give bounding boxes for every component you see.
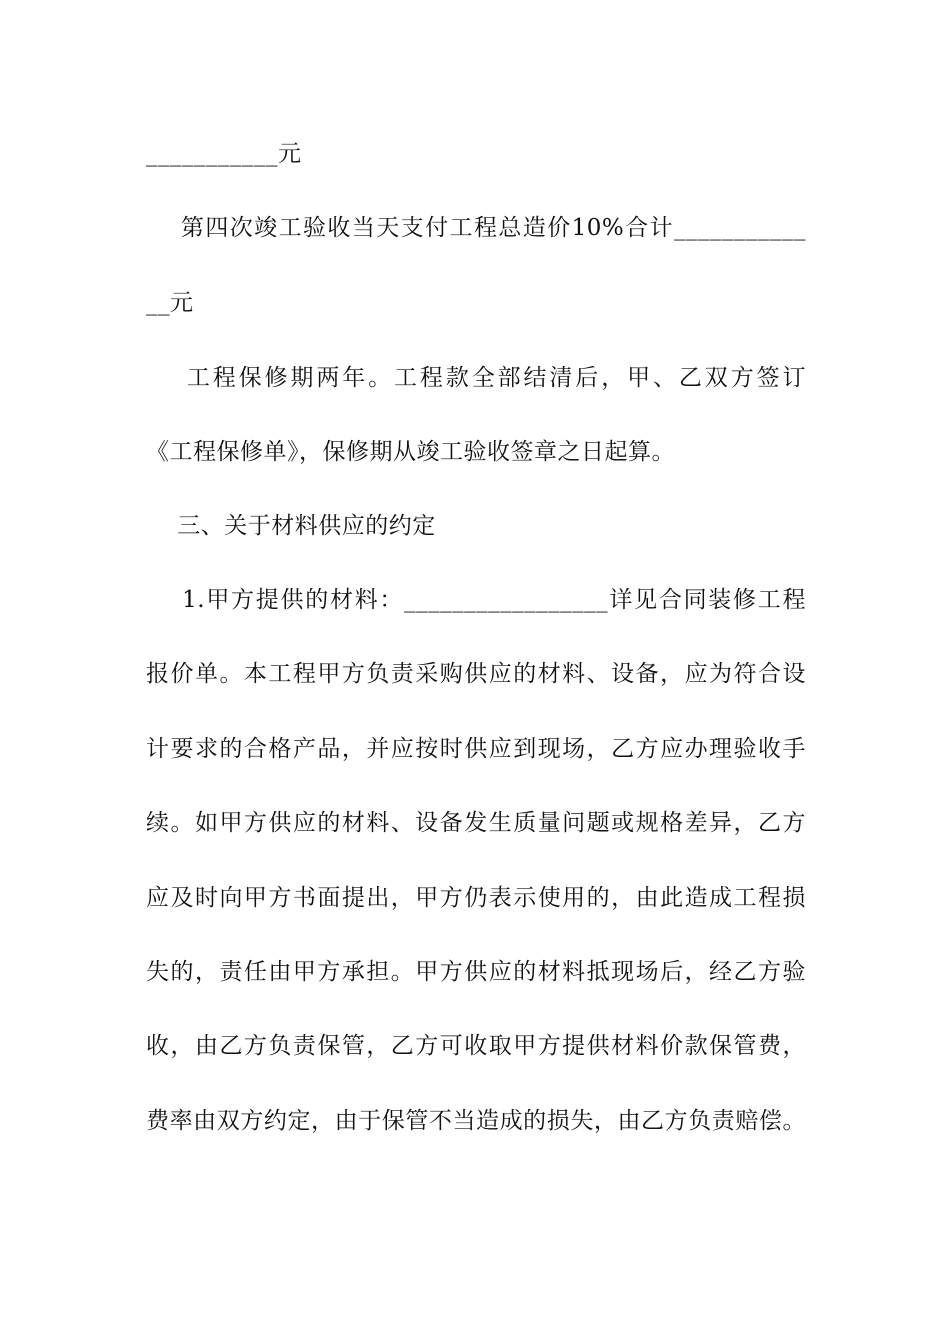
text-line: ___________元 (146, 141, 302, 167)
text-line: __元 (146, 290, 194, 316)
text-line: 应及时向甲方书面提出，甲方仍表示使用的，由此造成工程损 (146, 885, 806, 911)
text-line: 续。如甲方供应的材料、设备发生质量问题或规格差异，乙方 (146, 810, 806, 836)
text-line: 1.甲方提供的材料：_________________详见合同装修工程 (146, 587, 806, 613)
text-line: 计要求的合格产品，并应按时供应到现场，乙方应办理验收手 (146, 736, 806, 762)
text-line: 费率由双方约定，由于保管不当造成的损失，由乙方负责赔偿。 (146, 1108, 806, 1134)
text-line: 第四次竣工验收当天支付工程总造价10%合计___________ (146, 215, 806, 241)
text-line: 失的，责任由甲方承担。甲方供应的材料抵现场后，经乙方验 (146, 959, 806, 985)
text-line: 工程保修期两年。工程款全部结清后，甲、乙双方签订 (146, 365, 806, 391)
text-line: 收，由乙方负责保管，乙方可收取甲方提供材料价款保管费， (146, 1033, 806, 1059)
text-line: 报价单。本工程甲方负责采购供应的材料、设备，应为符合设 (146, 661, 806, 687)
text-line: 《工程保修单》，保修期从竣工验收签章之日起算。 (146, 439, 675, 465)
section-heading: 三、关于材料供应的约定 (146, 513, 436, 539)
